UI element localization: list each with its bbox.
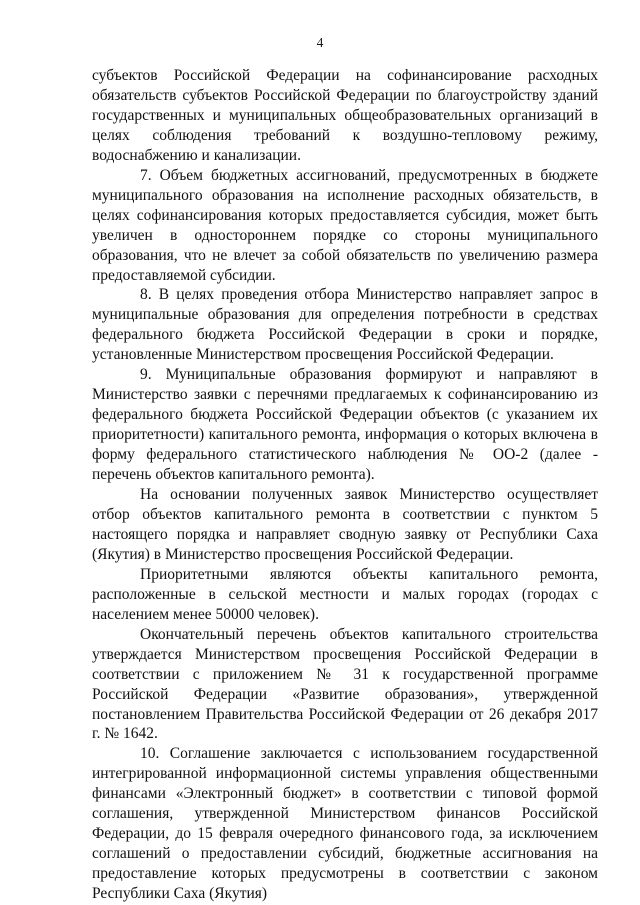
paragraph-priority: Приоритетными являются объекты капитального ремонта, расположенные в сельской местности и малых городах (городах с населением менее 50000 человек).: [92, 565, 598, 623]
paragraph-continuation: субъектов Российской Федерации на софинансирование расходных обязательств субъектов Российской Федерации по благоустройству зданий государственных и муниципальных общеобразовательных организаций в целях соблюдения требований к воздушно-тепловому режиму, водоснабжению и канализации.: [92, 67, 598, 164]
paragraph-item-7: 7. Объем бюджетных ассигнований, предусмотренных в бюджете муниципального образования на исполнение расходных обязательств, в целях софинансирования которых предоставляется субсидия, может быть увеличен в одностороннем порядке со стороны муниципального образования, что не влечет за собой обязательств по увеличению размера предоставляемой субсидии.: [92, 166, 598, 284]
paragraph-item-9: 9. Муниципальные образования формируют и направляют в Министерство заявки с перечнями предлагаемых к софинансированию из федерального бюджета Российской Федерации объектов (с указанием их приоритетности) капитального ремонта, информация о которых включена в форму федерального статистического наблюдения № ОО-2 (далее - перечень объектов капитального ремонта).: [92, 366, 598, 484]
paragraph-item-10: 10. Соглашение заключается с использованием государственной интегрированной информационной системы управления общественными финансами «Электронный бюджет» в соответствии с типовой формой соглашения, утвержденной Министерством финансов Российской Федерации, до 15 февраля очередного финансового года, за исключением соглашений о предоставлении субсидий, бюджетные ассигнования на предоставление которых предусмотрены в соответствии с законом Республики Саха (Якутия): [92, 745, 598, 903]
paragraph-item-8: 8. В целях проведения отбора Министерство направляет запрос в муниципальные образования для определения потребности в средствах федерального бюджета Российской Федерации в сроки и порядке, установленные Министерством просвещения Российской Федерации.: [92, 286, 598, 364]
paragraph-selection: На основании полученных заявок Министерство осуществляет отбор объектов капитального ремонта в соответствии с пунктом 5 настоящего порядка и направляет сводную заявку от Республики Саха (Якутия) в Министерство просвещения Российской Федерации.: [92, 486, 598, 563]
paragraph-final-list: Окончательный перечень объектов капитального строительства утверждается Министерством просвещения Российской Федерации в соответствии с приложением № 31 к государственной программе Российской Федерации «Развитие образования», утвержденной постановлением Правительства Российской Федерации от 26 декабря 2017 г. № 1642.: [92, 625, 598, 743]
page-number: 4: [316, 35, 324, 50]
document-body: [92, 66, 598, 904]
